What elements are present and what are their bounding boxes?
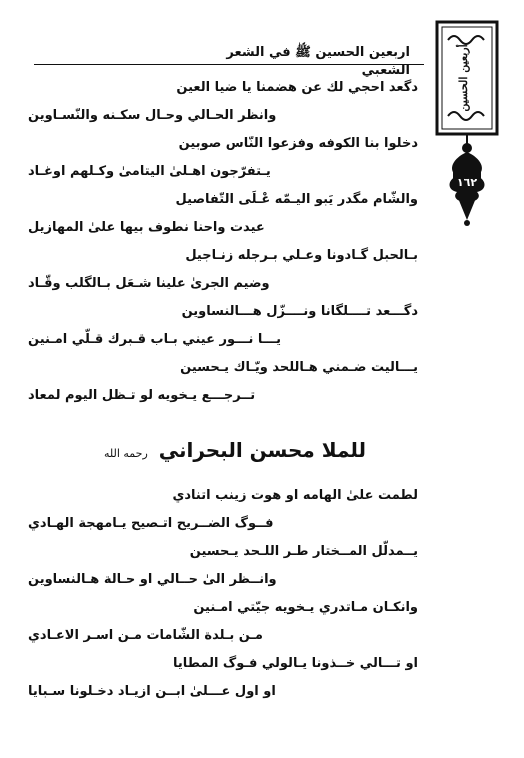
poem-1-line: تــرجـــع يـخويه لو تـظل اليوم لمعاد xyxy=(28,388,256,403)
section-title xyxy=(60,438,410,462)
running-header: اربعين الحسين ﷺ في الشعر الشعبي xyxy=(226,45,410,78)
poem-2-line: او اول عـــلىٰ ابــن ازيـاد دخـلونا سـبايا xyxy=(28,684,276,699)
poem-1-line: دگـــعد تــــلگانا ونــــزّل هـــالنساوين xyxy=(181,304,418,319)
poem-1-line: يـــاليت ضـمني هـاللحد ويّـاك يـحسين xyxy=(180,360,418,375)
calligraphy-ornament xyxy=(434,20,500,230)
poem-2-line: وانــظر الىٰ حــالي او حـالة هـالنساوين xyxy=(28,572,277,587)
poem-1-line: بـالحبل گـادونا وعـلي بـرجله زنـاجيل xyxy=(185,248,418,263)
page-number: ١٦٢ xyxy=(456,176,478,189)
poem-2-line: وانكـان مـاتدري يـخويه جيّتي امـنين xyxy=(193,600,418,615)
poem-1-line: وضيم الجرىٰ علينا شـعَل بـالگلب وقّـاد xyxy=(28,276,270,291)
section-honorific: رحمه الله xyxy=(103,447,148,460)
header-rule xyxy=(34,64,424,65)
poem-1-line: وانظر الحـالي وحـال سكـنه والنّسـاوين xyxy=(28,108,277,123)
poem-2-line: فــوگ الضــريح اتـصيح يـامهجة الهـادي xyxy=(28,516,274,531)
ornament-calligraphy: أربعين الحسين xyxy=(457,44,470,112)
poem-1-line: دخلوا بنا الكوفه وفزعوا النّاس صوبين xyxy=(178,136,418,151)
poem-1-line: عيدت واحنا نطوف بيها علىٰ المهازيل xyxy=(28,220,265,235)
poem-2-line: لطمت علىٰ الهامه او هوت زينب اتنادي xyxy=(172,488,418,503)
poem-2-line: يــمدلّل المــختار طـر اللـحد يـحسين xyxy=(189,544,418,559)
poem-1-line: والشّام مگدر يَبو اليـمّه عْـلَى التّفاصيل xyxy=(175,192,418,207)
poem-2-line: مـن بـلدة الشّامات مـن اسـر الاعـادي xyxy=(28,628,263,643)
section-title-text: للملا محسن البحراني xyxy=(158,438,367,462)
poem-1-line: يـتفرّجون اهـلىٰ اليتامىٰ وكـلهم اوغـاد xyxy=(28,164,271,179)
poem-2-line: او تـــالي خــذونا يـالولي فـوگ المطايا xyxy=(173,656,418,671)
poem-1-line: دگعد احجي لك عن هضمنا يا ضيا العين xyxy=(176,80,418,95)
poem-1-line: يـــا نـــور عيني بـاب قـبرك قـلّي امـنين xyxy=(28,332,281,347)
